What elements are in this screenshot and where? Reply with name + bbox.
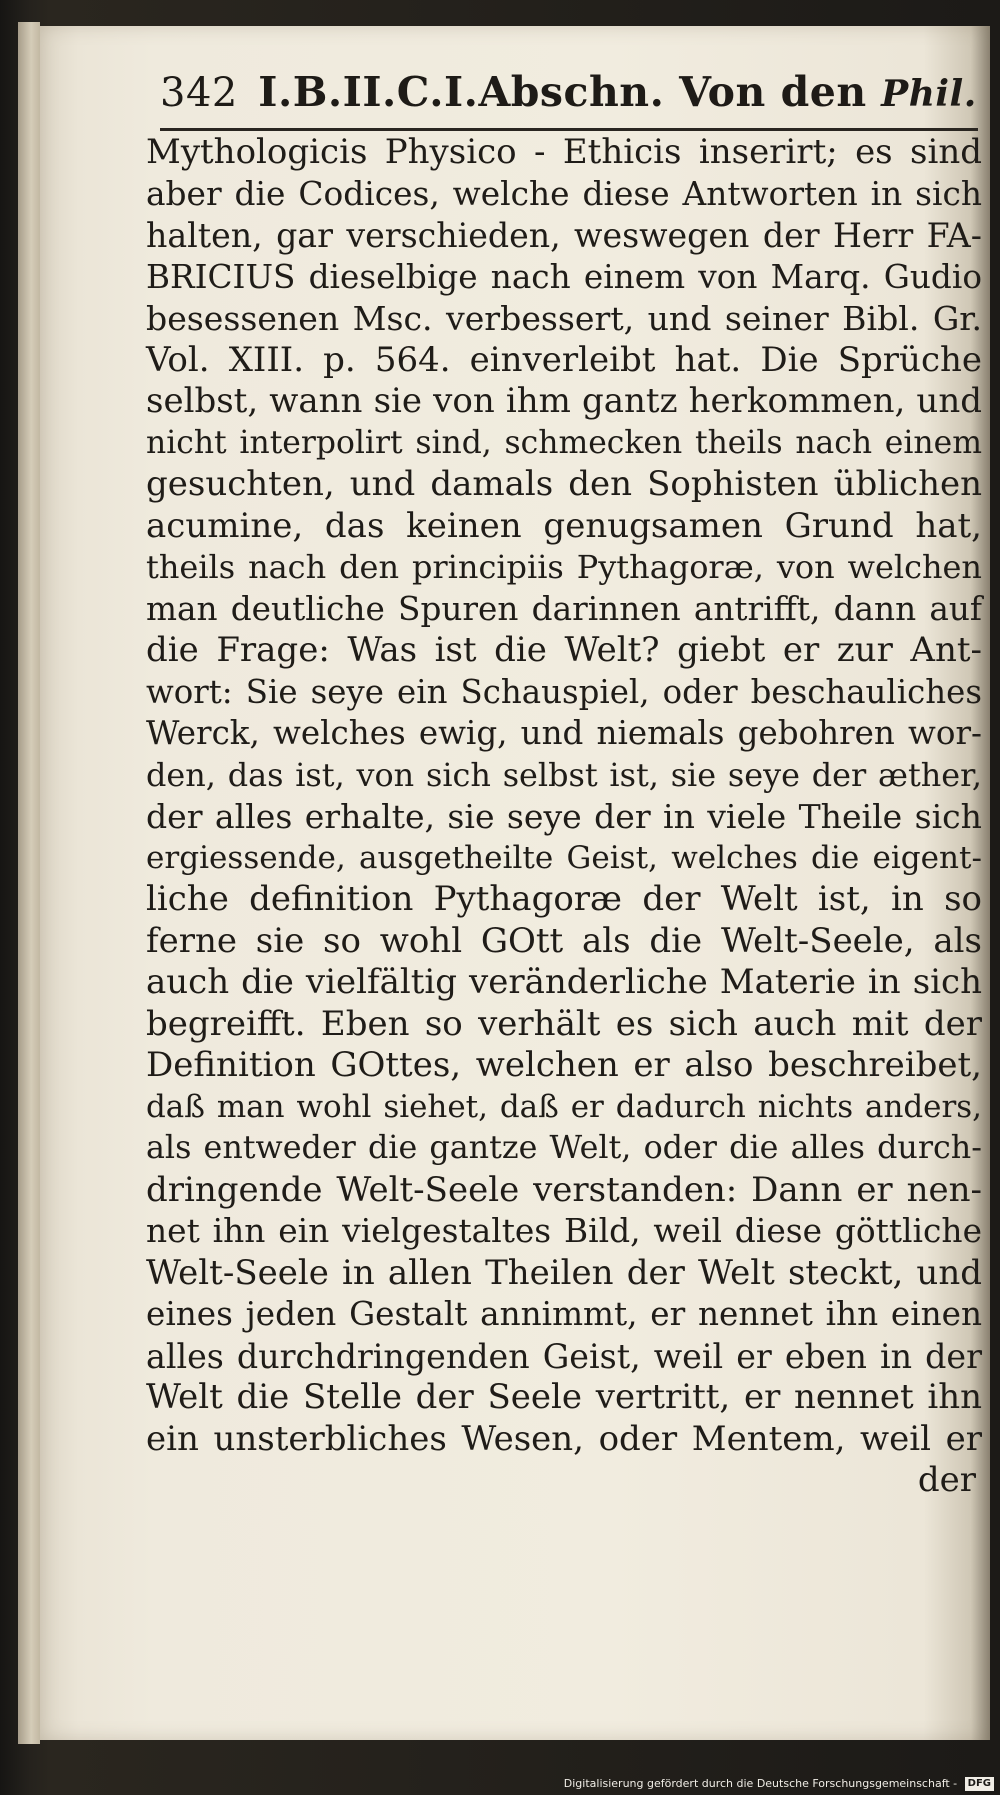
text-line: theils nach den principiis Pythagoræ, von welchen — [146, 548, 982, 586]
catchword: der — [917, 1460, 976, 1500]
text-line: besessenen Msc. verbessert, und seiner Bibl. Gr. — [146, 299, 982, 338]
text-line: wort: Sie seye ein Schauspiel, oder beschauliches — [146, 672, 982, 711]
text-line: der alles erhalte, sie seye der in viele Theile sich — [146, 797, 982, 836]
text-line: liche definition Pythagoræ der Welt ist, in so — [146, 879, 982, 919]
text-line: dringende Welt-Seele verstanden: Dann er nen- — [146, 1169, 982, 1210]
text-line: Definition GOttes, welchen er also beschreibet, — [146, 1045, 982, 1085]
text-line: man deutliche Spuren darinnen antrifft, dann auf — [146, 589, 982, 628]
text-line: BRICIUS dieselbige nach einem von Marq. Gudio — [146, 257, 982, 296]
credit-text: Digitalisierung gefördert durch die Deutsche Forschungsgemeinschaft - — [563, 1777, 958, 1790]
text-line: Welt die Stelle der Seele vertritt, er nennet ihn — [146, 1377, 982, 1417]
text-line: ein unsterbliches Wesen, oder Mentem, weil er — [146, 1418, 982, 1459]
dfg-logo: DFG — [965, 1777, 994, 1791]
header-rule — [160, 128, 978, 131]
text-line: die Frage: Was ist die Welt? giebt er zur Ant- — [146, 630, 982, 670]
text-line: als entweder die gantze Welt, oder die alles durch- — [146, 1130, 982, 1166]
text-line: alles durchdringenden Geist, weil er eben in der — [146, 1336, 982, 1376]
page-edge — [18, 22, 40, 1744]
body-text — [146, 132, 982, 1652]
text-line: selbst, wann sie von ihm gantz herkommen, und — [146, 381, 982, 421]
text-line: auch die vielfältig veränderliche Materie in sich — [146, 962, 982, 1002]
text-line: ferne sie so wohl GOtt als die Welt-Seele, als — [146, 920, 982, 961]
text-line: gesuchten, und damals den Sophisten üblichen — [146, 464, 982, 504]
digitization-credit — [564, 1776, 994, 1792]
text-line: begreifft. Eben so verhält es sich auch mit der — [146, 1003, 982, 1044]
text-line: acumine, das keinen genugsamen Grund hat, — [146, 505, 982, 546]
running-head — [160, 62, 977, 122]
text-line: Vol. XIII. p. 564. einverleibt hat. Die Sprüche — [146, 339, 982, 380]
text-line: Mythologicis Physico - Ethicis inserirt; es sind — [146, 132, 982, 172]
text-line: aber die Codices, welche diese Antworten in sich — [146, 174, 982, 213]
text-line: daß man wohl siehet, daß er dadurch nichts anders, — [146, 1088, 982, 1125]
text-line: net ihn ein vielgestaltes Bild, weil diese göttliche — [146, 1212, 982, 1250]
text-line: den, das ist, von sich selbst ist, sie seye der æther, — [146, 755, 982, 794]
text-line: nicht interpolirt sind, schmecken theils nach einem — [146, 424, 982, 461]
page-number: 342 — [160, 70, 238, 116]
text-line: Werck, welches ewig, und niemals gebohren wor- — [146, 714, 982, 752]
running-head-title: I.B.II.C.I.Abschn. Von den — [258, 68, 867, 116]
text-line: ergiessende, ausgetheilte Geist, welches die eigent- — [146, 839, 982, 876]
text-line: halten, gar verschieden, weswegen der Herr FA- — [146, 216, 982, 255]
text-line: eines jeden Gestalt annimmt, er nennet ihn einen — [146, 1295, 982, 1333]
running-head-tail: Phil. — [881, 73, 977, 115]
text-line: Welt-Seele in allen Theilen der Welt steckt, und — [146, 1252, 982, 1293]
